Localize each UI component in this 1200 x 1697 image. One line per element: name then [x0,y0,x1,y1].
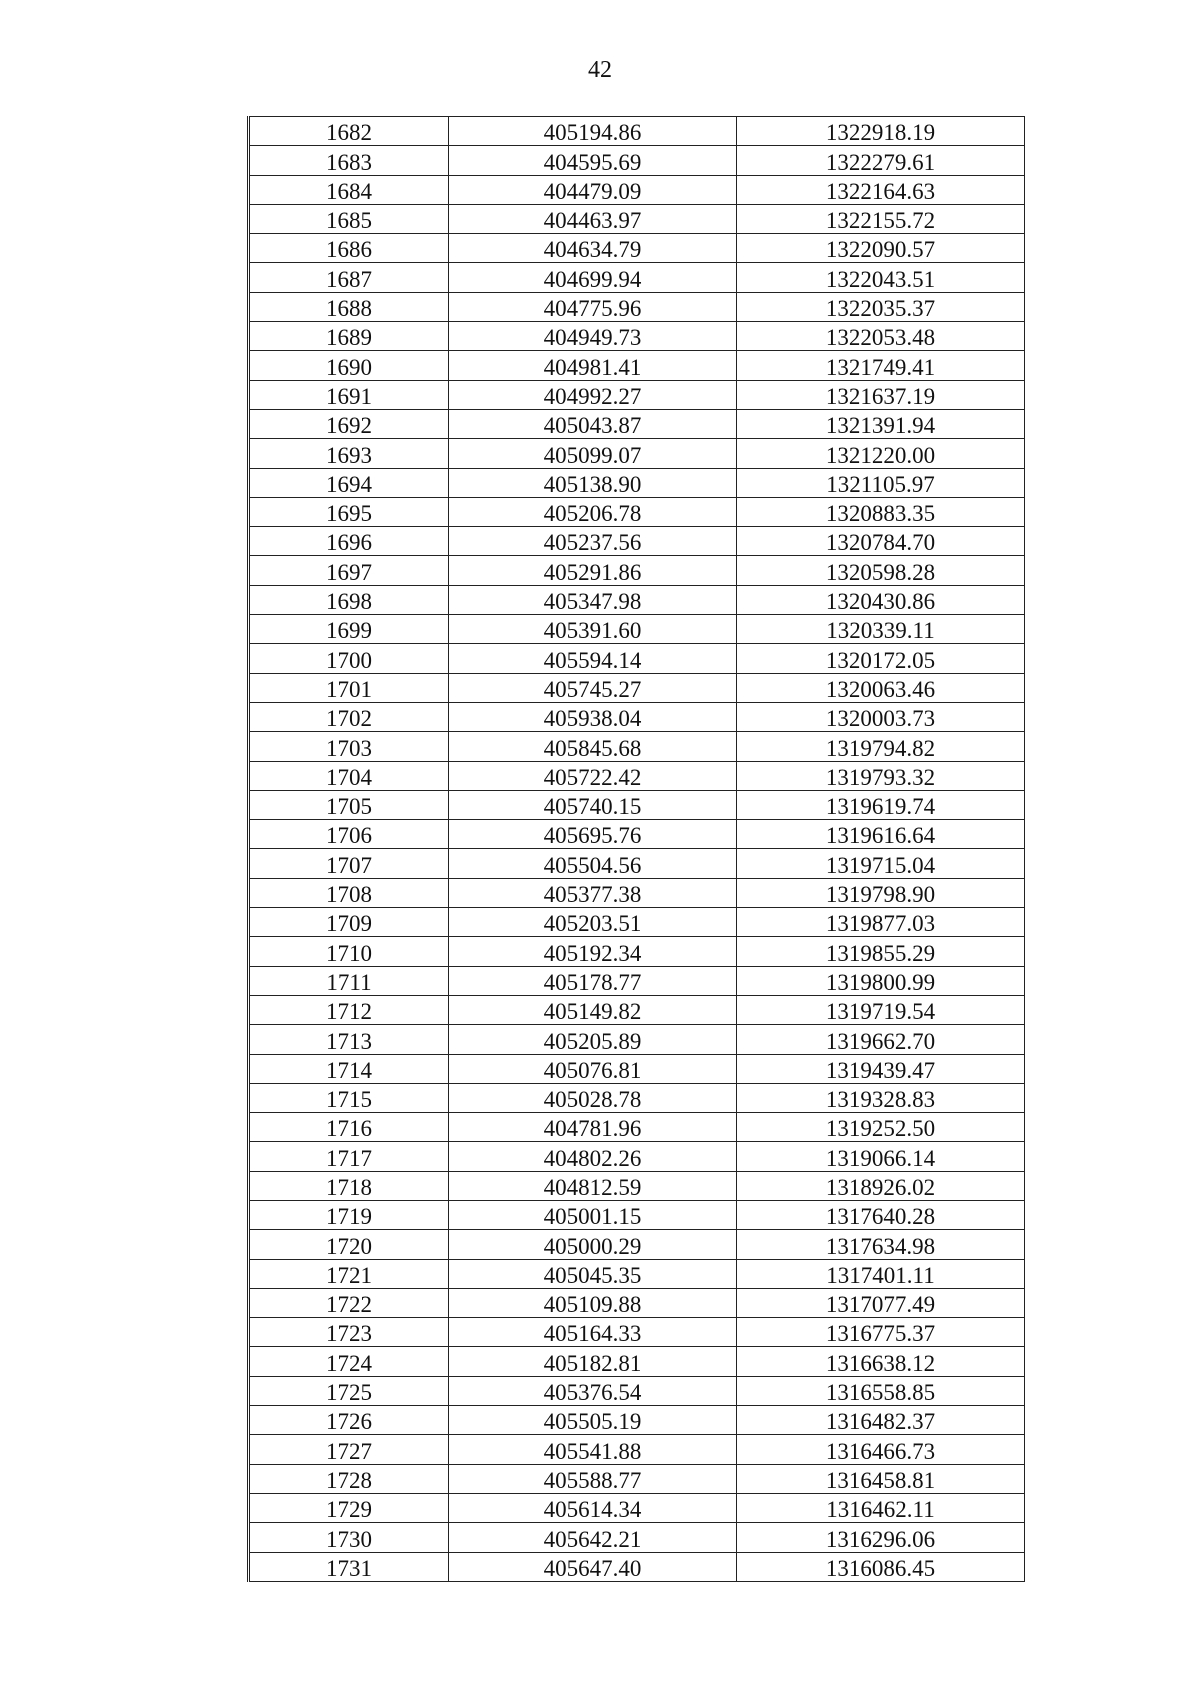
point-number-cell: 1722 [249,1288,449,1317]
x-coordinate-cell: 404479.09 [449,175,737,204]
x-coordinate-cell: 405938.04 [449,702,737,731]
table-row [249,1523,1025,1552]
table-row [249,292,1025,321]
y-coordinate-cell: 1321220.00 [737,439,1025,468]
x-coordinate-cell: 404634.79 [449,234,737,263]
point-number-cell: 1716 [249,1113,449,1142]
y-coordinate-cell: 1320784.70 [737,527,1025,556]
table-row [249,468,1025,497]
y-coordinate-cell: 1316638.12 [737,1347,1025,1376]
y-coordinate-cell: 1319252.50 [737,1113,1025,1142]
point-number-cell: 1691 [249,380,449,409]
point-number-cell: 1692 [249,409,449,438]
x-coordinate-cell: 405206.78 [449,497,737,526]
y-coordinate-cell: 1318926.02 [737,1171,1025,1200]
y-coordinate-cell: 1320339.11 [737,615,1025,644]
x-coordinate-cell: 405695.76 [449,820,737,849]
point-number-cell: 1727 [249,1435,449,1464]
table-row [249,1347,1025,1376]
x-coordinate-cell: 405043.87 [449,409,737,438]
x-coordinate-cell: 405138.90 [449,468,737,497]
point-number-cell: 1689 [249,322,449,351]
x-coordinate-cell: 405377.38 [449,878,737,907]
x-coordinate-cell: 405194.86 [449,117,737,146]
y-coordinate-cell: 1319066.14 [737,1142,1025,1171]
point-number-cell: 1728 [249,1464,449,1493]
y-coordinate-cell: 1319715.04 [737,849,1025,878]
y-coordinate-cell: 1319619.74 [737,790,1025,819]
x-coordinate-cell: 404781.96 [449,1113,737,1142]
x-coordinate-cell: 404463.97 [449,204,737,233]
table-row [249,380,1025,409]
x-coordinate-cell: 405192.34 [449,937,737,966]
point-number-cell: 1704 [249,761,449,790]
y-coordinate-cell: 1316466.73 [737,1435,1025,1464]
x-coordinate-cell: 404949.73 [449,322,737,351]
x-coordinate-cell: 404812.59 [449,1171,737,1200]
table-row [249,409,1025,438]
coordinates-table [247,116,1025,1582]
point-number-cell: 1711 [249,966,449,995]
page-number: 42 [588,57,612,83]
y-coordinate-cell: 1321105.97 [737,468,1025,497]
y-coordinate-cell: 1320063.46 [737,673,1025,702]
y-coordinate-cell: 1322053.48 [737,322,1025,351]
point-number-cell: 1693 [249,439,449,468]
point-number-cell: 1697 [249,556,449,585]
table-row [249,439,1025,468]
y-coordinate-cell: 1320883.35 [737,497,1025,526]
y-coordinate-cell: 1316775.37 [737,1318,1025,1347]
table-row [249,1435,1025,1464]
point-number-cell: 1709 [249,908,449,937]
x-coordinate-cell: 405164.33 [449,1318,737,1347]
point-number-cell: 1699 [249,615,449,644]
x-coordinate-cell: 405178.77 [449,966,737,995]
x-coordinate-cell: 405745.27 [449,673,737,702]
table-row [249,322,1025,351]
table-row [249,644,1025,673]
point-number-cell: 1701 [249,673,449,702]
table-row [249,937,1025,966]
point-number-cell: 1695 [249,497,449,526]
y-coordinate-cell: 1322918.19 [737,117,1025,146]
y-coordinate-cell: 1319793.32 [737,761,1025,790]
table-row [249,1376,1025,1405]
point-number-cell: 1682 [249,117,449,146]
point-number-cell: 1710 [249,937,449,966]
x-coordinate-cell: 405182.81 [449,1347,737,1376]
point-number-cell: 1686 [249,234,449,263]
table-row [249,556,1025,585]
x-coordinate-cell: 405642.21 [449,1523,737,1552]
x-coordinate-cell: 405099.07 [449,439,737,468]
point-number-cell: 1683 [249,146,449,175]
point-number-cell: 1688 [249,292,449,321]
y-coordinate-cell: 1316458.81 [737,1464,1025,1493]
table-row [249,1464,1025,1493]
point-number-cell: 1713 [249,1025,449,1054]
point-number-cell: 1705 [249,790,449,819]
table-row [249,1113,1025,1142]
x-coordinate-cell: 405845.68 [449,732,737,761]
y-coordinate-cell: 1321637.19 [737,380,1025,409]
y-coordinate-cell: 1322164.63 [737,175,1025,204]
y-coordinate-cell: 1319439.47 [737,1054,1025,1083]
x-coordinate-cell: 404595.69 [449,146,737,175]
y-coordinate-cell: 1321749.41 [737,351,1025,380]
x-coordinate-cell: 405028.78 [449,1083,737,1112]
table-row [249,175,1025,204]
point-number-cell: 1729 [249,1493,449,1522]
point-number-cell: 1718 [249,1171,449,1200]
x-coordinate-cell: 405647.40 [449,1552,737,1581]
table-row [249,849,1025,878]
point-number-cell: 1690 [249,351,449,380]
x-coordinate-cell: 404775.96 [449,292,737,321]
x-coordinate-cell: 404699.94 [449,263,737,292]
table-row [249,234,1025,263]
x-coordinate-cell: 405594.14 [449,644,737,673]
point-number-cell: 1714 [249,1054,449,1083]
point-number-cell: 1685 [249,204,449,233]
y-coordinate-cell: 1320172.05 [737,644,1025,673]
table-row [249,995,1025,1024]
point-number-cell: 1720 [249,1230,449,1259]
point-number-cell: 1703 [249,732,449,761]
point-number-cell: 1702 [249,702,449,731]
x-coordinate-cell: 405000.29 [449,1230,737,1259]
x-coordinate-cell: 404802.26 [449,1142,737,1171]
table-row [249,1054,1025,1083]
table-row [249,263,1025,292]
table-row [249,1552,1025,1581]
y-coordinate-cell: 1319328.83 [737,1083,1025,1112]
table-row [249,790,1025,819]
point-number-cell: 1724 [249,1347,449,1376]
table-row [249,1083,1025,1112]
table-row [249,732,1025,761]
table-row [249,702,1025,731]
x-coordinate-cell: 405722.42 [449,761,737,790]
y-coordinate-cell: 1317077.49 [737,1288,1025,1317]
table-row [249,1318,1025,1347]
table-row [249,1493,1025,1522]
y-coordinate-cell: 1322155.72 [737,204,1025,233]
y-coordinate-cell: 1317640.28 [737,1200,1025,1229]
x-coordinate-cell: 405347.98 [449,585,737,614]
point-number-cell: 1721 [249,1259,449,1288]
x-coordinate-cell: 405203.51 [449,908,737,937]
y-coordinate-cell: 1322043.51 [737,263,1025,292]
y-coordinate-cell: 1319616.64 [737,820,1025,849]
x-coordinate-cell: 405205.89 [449,1025,737,1054]
point-number-cell: 1694 [249,468,449,497]
y-coordinate-cell: 1319798.90 [737,878,1025,907]
y-coordinate-cell: 1321391.94 [737,409,1025,438]
y-coordinate-cell: 1322279.61 [737,146,1025,175]
x-coordinate-cell: 405614.34 [449,1493,737,1522]
table-row [249,1142,1025,1171]
table-row [249,497,1025,526]
table-row [249,1025,1025,1054]
y-coordinate-cell: 1319800.99 [737,966,1025,995]
y-coordinate-cell: 1316462.11 [737,1493,1025,1522]
table-row [249,527,1025,556]
x-coordinate-cell: 405109.88 [449,1288,737,1317]
x-coordinate-cell: 405588.77 [449,1464,737,1493]
y-coordinate-cell: 1316558.85 [737,1376,1025,1405]
y-coordinate-cell: 1316296.06 [737,1523,1025,1552]
point-number-cell: 1707 [249,849,449,878]
y-coordinate-cell: 1317634.98 [737,1230,1025,1259]
x-coordinate-cell: 404981.41 [449,351,737,380]
table-row [249,673,1025,702]
table-row [249,820,1025,849]
table-row [249,1406,1025,1435]
y-coordinate-cell: 1320430.86 [737,585,1025,614]
x-coordinate-cell: 405505.19 [449,1406,737,1435]
y-coordinate-cell: 1322090.57 [737,234,1025,263]
point-number-cell: 1726 [249,1406,449,1435]
y-coordinate-cell: 1319662.70 [737,1025,1025,1054]
point-number-cell: 1723 [249,1318,449,1347]
point-number-cell: 1717 [249,1142,449,1171]
table-row [249,1230,1025,1259]
y-coordinate-cell: 1319719.54 [737,995,1025,1024]
table-row [249,117,1025,146]
y-coordinate-cell: 1317401.11 [737,1259,1025,1288]
x-coordinate-cell: 405541.88 [449,1435,737,1464]
table-row [249,615,1025,644]
point-number-cell: 1715 [249,1083,449,1112]
x-coordinate-cell: 405740.15 [449,790,737,819]
table-row [249,204,1025,233]
table-row [249,1259,1025,1288]
y-coordinate-cell: 1322035.37 [737,292,1025,321]
point-number-cell: 1687 [249,263,449,292]
x-coordinate-cell: 405504.56 [449,849,737,878]
y-coordinate-cell: 1320003.73 [737,702,1025,731]
table-row [249,1288,1025,1317]
y-coordinate-cell: 1319855.29 [737,937,1025,966]
x-coordinate-cell: 405391.60 [449,615,737,644]
x-coordinate-cell: 405045.35 [449,1259,737,1288]
x-coordinate-cell: 405001.15 [449,1200,737,1229]
point-number-cell: 1684 [249,175,449,204]
table-row [249,146,1025,175]
point-number-cell: 1725 [249,1376,449,1405]
table-row [249,1200,1025,1229]
point-number-cell: 1708 [249,878,449,907]
point-number-cell: 1730 [249,1523,449,1552]
point-number-cell: 1706 [249,820,449,849]
point-number-cell: 1698 [249,585,449,614]
point-number-cell: 1700 [249,644,449,673]
point-number-cell: 1719 [249,1200,449,1229]
table-row [249,1171,1025,1200]
point-number-cell: 1696 [249,527,449,556]
table-row [249,966,1025,995]
x-coordinate-cell: 405237.56 [449,527,737,556]
y-coordinate-cell: 1320598.28 [737,556,1025,585]
table-row [249,908,1025,937]
table-row [249,585,1025,614]
y-coordinate-cell: 1319877.03 [737,908,1025,937]
x-coordinate-cell: 405149.82 [449,995,737,1024]
table-row [249,761,1025,790]
table-row [249,351,1025,380]
y-coordinate-cell: 1319794.82 [737,732,1025,761]
x-coordinate-cell: 405376.54 [449,1376,737,1405]
x-coordinate-cell: 405291.86 [449,556,737,585]
coordinates-table-body [249,117,1025,1582]
y-coordinate-cell: 1316086.45 [737,1552,1025,1581]
x-coordinate-cell: 405076.81 [449,1054,737,1083]
point-number-cell: 1731 [249,1552,449,1581]
x-coordinate-cell: 404992.27 [449,380,737,409]
point-number-cell: 1712 [249,995,449,1024]
y-coordinate-cell: 1316482.37 [737,1406,1025,1435]
table-row [249,878,1025,907]
